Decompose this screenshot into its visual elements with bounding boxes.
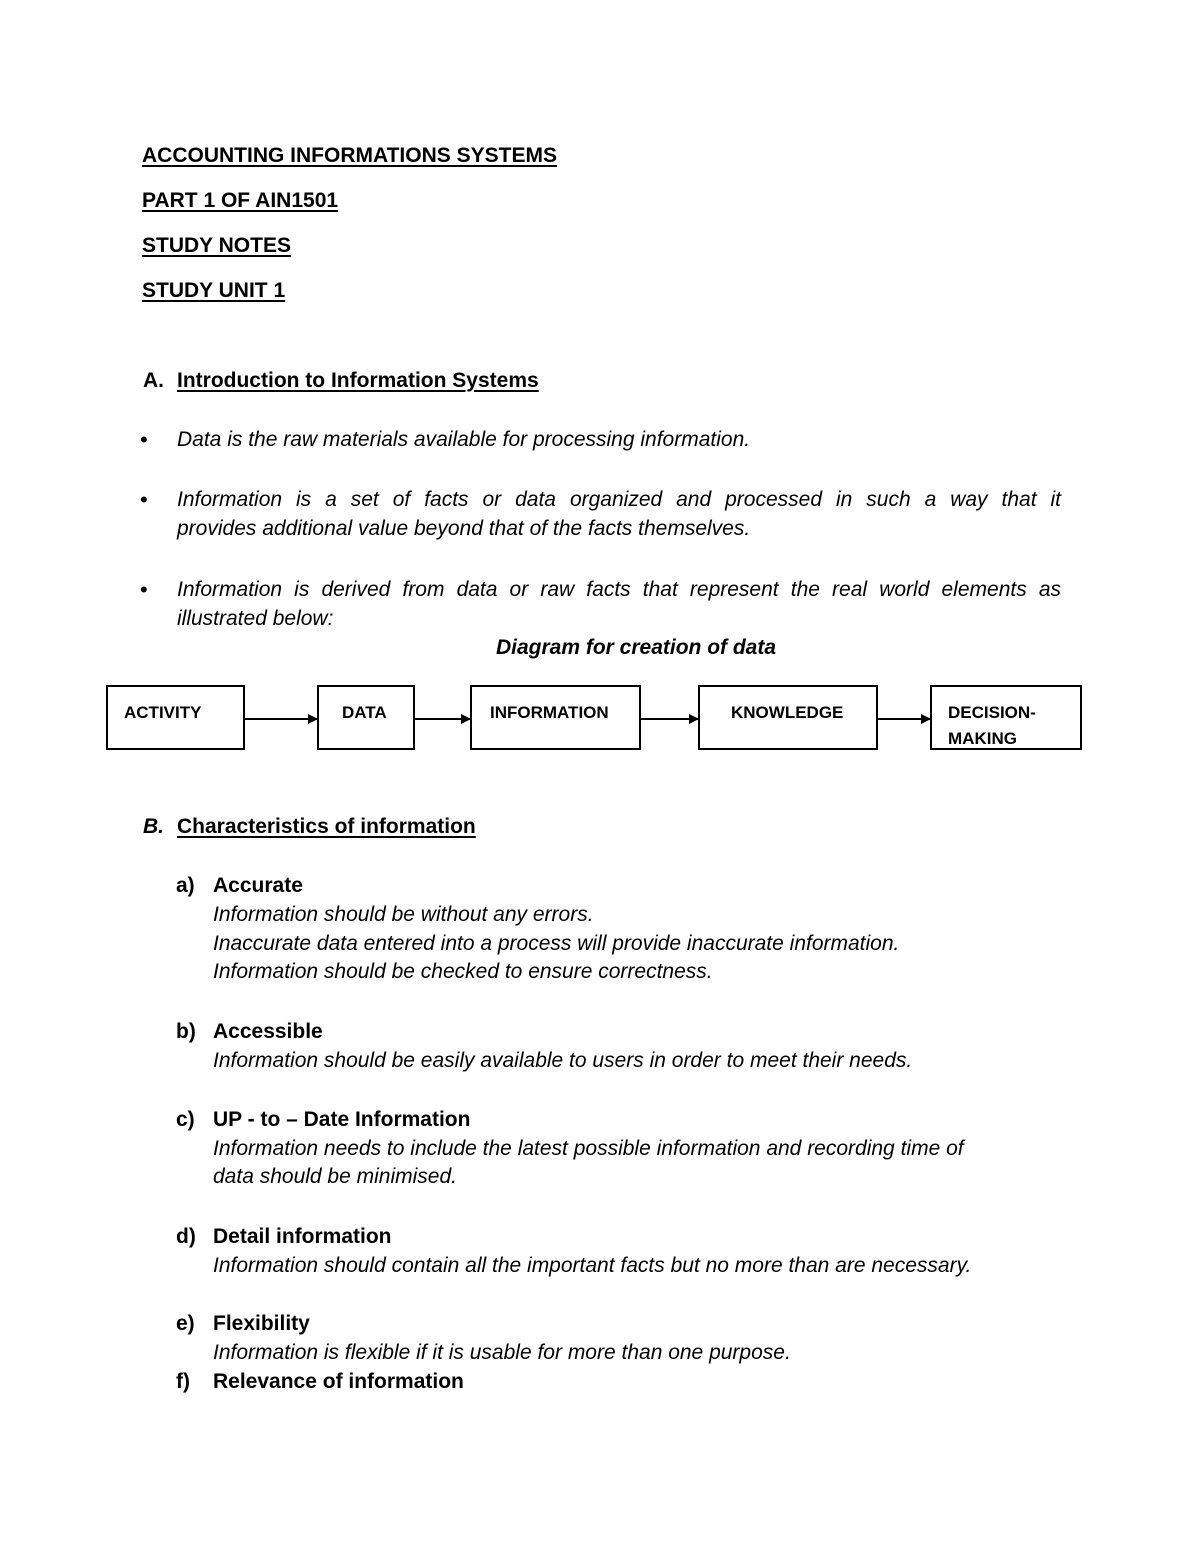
diagram-box-activity: ACTIVITY — [106, 685, 245, 750]
item-f-letter: f) — [176, 1370, 190, 1393]
section-b-title: Characteristics of information — [177, 815, 476, 838]
item-b-title: Accessible — [213, 1020, 323, 1043]
bullet-icon: • — [140, 577, 148, 602]
section-b-letter: B. — [143, 815, 164, 838]
document-title: ACCOUNTING INFORMATIONS SYSTEMS — [142, 144, 557, 167]
item-c-title: UP - to – Date Information — [213, 1108, 471, 1131]
study-unit-label: STUDY UNIT 1 — [142, 279, 286, 302]
bullet-2-line-1: Information is a set of facts or data organized and processed in such a way that it — [177, 488, 1061, 511]
part-label: PART 1 OF AIN1501 — [142, 189, 339, 212]
item-a-title: Accurate — [213, 874, 303, 897]
item-a-line-3: Information should be checked to ensure correctness. — [213, 960, 713, 983]
item-f-title: Relevance of information — [213, 1370, 464, 1393]
diagram-box-information: INFORMATION — [470, 685, 641, 750]
bullet-1-line-1: Data is the raw materials available for processing information. — [177, 428, 751, 451]
diagram-box-data: DATA — [317, 685, 415, 750]
item-d-title: Detail information — [213, 1225, 392, 1248]
item-e-title: Flexibility — [213, 1312, 310, 1335]
item-a-line-1: Information should be without any errors. — [213, 903, 594, 926]
item-c-line-2: data should be minimised. — [213, 1165, 457, 1188]
diagram-box-knowledge: KNOWLEDGE — [698, 685, 878, 750]
item-a-letter: a) — [176, 874, 195, 897]
item-a-line-2: Inaccurate data entered into a process will provide inaccurate information. — [213, 932, 900, 955]
item-c-letter: c) — [176, 1108, 195, 1131]
bullet-icon: • — [140, 487, 148, 512]
diagram-box-decision-making: DECISION-MAKING — [930, 685, 1082, 750]
diagram-title: Diagram for creation of data — [495, 636, 777, 659]
section-b-heading — [143, 815, 476, 839]
section-a-letter: A. — [143, 369, 164, 392]
item-d-letter: d) — [176, 1225, 196, 1248]
bullet-2-line-2: provides additional value beyond that of the facts themselves. — [177, 517, 751, 540]
item-c-line-1: Information needs to include the latest possible information and recording time of — [213, 1137, 964, 1160]
item-e-letter: e) — [176, 1312, 195, 1335]
item-b-line-1: Information should be easily available to users in order to meet their needs. — [213, 1049, 913, 1072]
section-a-title: Introduction to Information Systems — [177, 369, 539, 392]
bullet-3-line-1: Information is derived from data or raw facts that represent the real world elements as — [177, 578, 1061, 601]
item-b-letter: b) — [176, 1020, 196, 1043]
item-d-line-1: Information should contain all the important facts but no more than are necessary. — [213, 1254, 972, 1277]
bullet-icon: • — [140, 427, 148, 452]
bullet-3-line-2: illustrated below: — [177, 607, 334, 630]
study-notes-label: STUDY NOTES — [142, 234, 291, 257]
item-e-line-1: Information is flexible if it is usable for more than one purpose. — [213, 1341, 791, 1364]
